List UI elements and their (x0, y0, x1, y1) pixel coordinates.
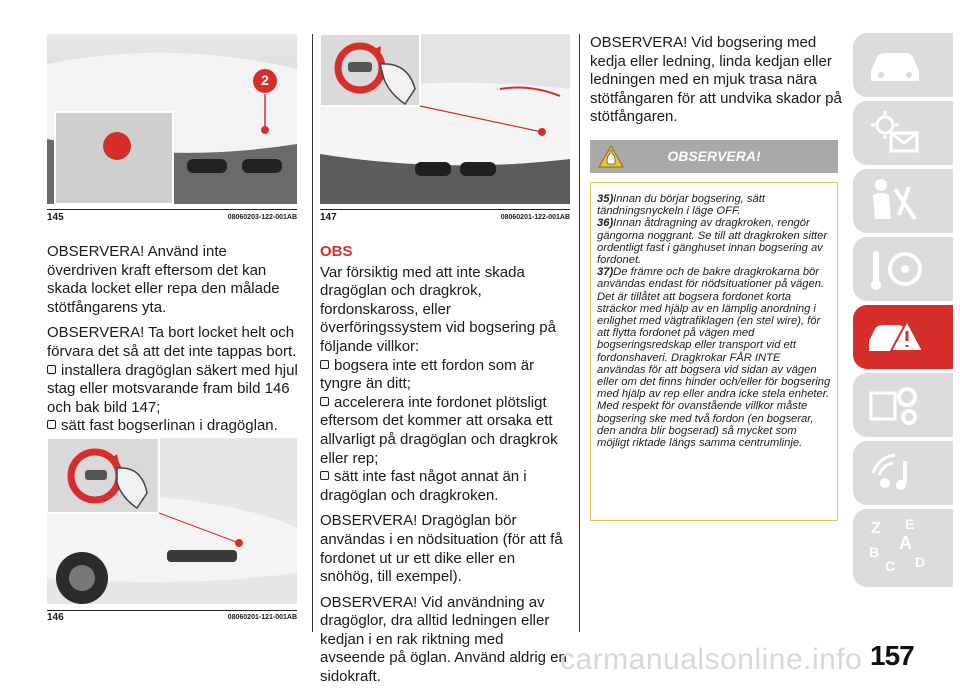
figure-147-code: 08060201-122-001AB (500, 214, 570, 221)
bullet-text: sätt inte fast något annat än i dragöglan och dragkroken. (320, 468, 527, 504)
tab-starting-driving[interactable] (853, 237, 953, 301)
tab-warning-lights[interactable] (853, 101, 953, 165)
svg-text:B: B (869, 544, 880, 560)
paragraph-remove-cap: OBSERVERA! Ta bort locket helt och förvara det så att det inte tappas bort. (47, 324, 297, 360)
tab-index[interactable] (853, 509, 953, 587)
paragraph-forceful-warning: OBSERVERA! Använd inte överdriven kraft eftersom det kan skada locket eller repa den målade stötfångarens yta. (47, 243, 280, 316)
tab-maintenance[interactable] (853, 373, 953, 437)
bullet-text: bogsera inte ett fordon som är tyngre än ditt; (320, 356, 535, 393)
svg-text:Z: Z (871, 520, 881, 537)
figure-147-photo (320, 34, 570, 204)
paragraph-emergency-use: OBSERVERA! Dragöglan bör användas i en nödsituation (för att få fordonet ut ur ett dike eller en snöhög, till exempel). (320, 512, 563, 586)
safety-airbag-icon (865, 175, 925, 227)
checkbox-bullet-icon (320, 397, 329, 406)
bullet-text: accelerera inte fordonet plötsligt eftersom det kommer att orsaka ett allvarligt på dragöglan och dragkrok eller rep; (320, 393, 558, 467)
checkbox-bullet-icon (320, 360, 329, 369)
svg-text:A: A (899, 533, 912, 553)
warning-note-35: 35)Innan du börjar bogsering, sätt tändningsnyckeln i läge OFF. (597, 193, 765, 218)
column-separator-1 (312, 34, 313, 632)
starting-driving-icon (865, 243, 925, 295)
callout-badge-2: 2 (261, 72, 269, 88)
checkbox-bullet-icon (320, 471, 329, 480)
multimedia-icon (865, 447, 925, 499)
figure-147-rule (320, 209, 570, 210)
paragraph-caution: Var försiktig med att inte skada dragöglan och dragkrok, fordonskaross, eller överföringssystem vid bogsering på följande villkor: (320, 263, 556, 355)
figure-145-photo (47, 34, 297, 204)
section-heading-obs: OBS (320, 243, 353, 260)
svg-text:C: C (885, 558, 896, 574)
warning-note-37: 37)De främre och de bakre dragkrokarna bör användas endast för nödsituationer på vägen. Det är tillåtet att bogsera fordonet korta sträckor med hjälp av en lämplig anordning i enlighet med vägtrafiklagen (en stel wire), för att flytta fordonet på vägen med bogseringsredskap eller transport vid ett fordonshaveri. Dragkrokar FÅR INTE användas för att bogsera vid sidan av vägen eller om det finns hinder och/eller för bogsering med hjälp av rep eller andra icke stela enheter. Med respekt för ovanstående villkor måste bogsering ske med två fordon (en bogserar, den andra blir bogserad) så mycket som möjligt riktade längs samma centrumlinje. (597, 266, 831, 450)
checkbox-bullet-icon (47, 365, 56, 374)
emergency-icon (865, 311, 925, 363)
warning-lights-icon (865, 107, 925, 159)
bullet-item (47, 417, 299, 436)
figure-145-number: 145 (47, 212, 64, 223)
bullet-item (320, 468, 572, 505)
paragraph-straight-pull: OBSERVERA! Vid användning av dragöglor, dra alltid ledningen eller kedjan i en rak riktning med avseende på öglan. Använd aldrig en sidokraft. (320, 593, 567, 686)
bullet-text: installera dragöglan säkert med hjul stag eller motsvarande fram bild 146 och bak bild 147; (47, 361, 298, 416)
car-dashboard-icon (865, 39, 925, 91)
figure-146-code: 08060201-121-001AB (227, 614, 297, 621)
maintenance-icon (865, 379, 925, 431)
figure-146 (47, 438, 297, 624)
tab-emergency[interactable] (853, 305, 953, 369)
figure-147 (320, 34, 570, 224)
bullet-item (320, 357, 572, 394)
warning-title: OBSERVERA! (667, 148, 761, 164)
column-1-text (47, 243, 299, 436)
warning-note-36: 36)Innan åtdragning av dragkroken, rengör gängorna noggrant. Se till att dragkroken sitter ordentligt fast i gänghuset innan bogsering av fordonet. (597, 217, 828, 267)
watermark: carmanualsonline.info (560, 643, 863, 676)
figure-145-code: 08060203-122-001AB (227, 214, 297, 221)
tab-safety[interactable] (853, 169, 953, 233)
figure-145 (47, 34, 297, 224)
warning-notes-box (590, 182, 838, 521)
figure-145-rule (47, 209, 297, 210)
figure-146-photo (47, 438, 297, 604)
warning-header (590, 140, 838, 173)
tab-dashboard[interactable] (853, 33, 953, 97)
bullet-item (47, 362, 299, 418)
checkbox-bullet-icon (47, 420, 56, 429)
svg-text:D: D (915, 554, 926, 570)
figure-147-number: 147 (320, 212, 337, 223)
column-separator-2 (579, 34, 580, 632)
column-3-text (590, 34, 842, 134)
column-2-text (320, 243, 572, 694)
bullet-item (320, 394, 572, 468)
tab-multimedia[interactable] (853, 441, 953, 505)
bullet-text: sätt fast bogserlinan i dragöglan. (61, 417, 278, 435)
figure-146-number: 146 (47, 612, 64, 623)
paragraph-chain-protection: OBSERVERA! Vid bogsering med kedja eller ledning, linda kedjan eller ledningen med en mjuk trasa nära stötfångaren för att undvika skador på stötfångaren. (590, 34, 842, 126)
index-icon (865, 513, 935, 579)
figure-146-rule (47, 610, 297, 611)
page-number: 157 (870, 640, 914, 671)
svg-text:E: E (905, 516, 915, 532)
